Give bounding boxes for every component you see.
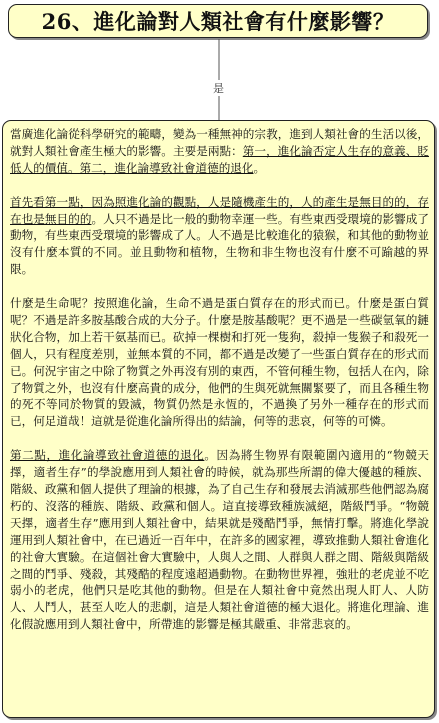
paragraph-4 xyxy=(10,447,429,633)
paragraph-1-text: 當廣進化論從科學研究的範疇，變為一種無神的宗教，進到人類社會的生活以後，就對人類社會產生極大的影響。主要是兩點： xyxy=(10,127,429,158)
paragraph-4-underlined: 第二點，進化論導致社會道德的退化 xyxy=(10,448,205,463)
answer-node xyxy=(2,120,435,718)
paragraph-1-end: 。 xyxy=(253,160,266,175)
paragraph-4-text: 。因為將生物界有限範圍內適用的“物競天擇，適者生存”的學說應用到人類社會的時候，就為那些所謂的偉大優越的種族、階級、政黨和個人提供了理論的根據，為了自己生存和發展去消滅那些他們認為腐朽的、沒落的種族、階級、政黨和個人。這直接導致種族滅絕，階級鬥爭。“物競天擇，適者生存”應用到人類社會中，結果就是殘酷鬥爭，無情打擊。將進化學說運用到人類社會中，在已過近一百年中，在許多的國家裡，導致推動人類社會進化的社會大實驗。在這個社會大實驗中，人與人之間、人群與人群之間、階級與階級之間的鬥爭、殘殺，其殘酷的程度遠超過動物。在動物世界裡，強壯的老虎並不吃弱小的老虎，他們只是吃其他的動物。但是在人類社會中竟然出現人盯人、人防人、人鬥人，甚至人吃人的悲劇，這是人類社會道德的極大退化。將進化理論、進化假說應用到人類社會中，所帶進的影響是極其嚴重、非常悲哀的。 xyxy=(10,448,429,632)
paragraph-1-underlined: 第一，進化論否定人生存的意義、貶低人的價值。第二，進化論導致社會道德的退化 xyxy=(10,143,429,175)
paragraph-1 xyxy=(10,126,429,177)
paragraph-2 xyxy=(10,194,429,279)
title-text: 26、進化論對人類社會有什麼影響？ xyxy=(41,9,395,34)
paragraph-3-text: 什麼是生命呢？按照進化論，生命不過是蛋白質存在的形式而已。什麼是蛋白質呢？不過是許多胺基酸合成的大分子。什麼是胺基酸呢？更不過是一些碳氫氧的鏈狀化合物，加上若干氨基而已。砍掉一棵樹和打死一隻狗，殺掉一隻猴子和殺死一個人，只有程度差別，並無本質的不同，都不過是改變了一些蛋白質存在的形式而已。何況宇宙之中除了物質之外再沒有別的東西，不管何種生物，包括人在內，除了物質之外，也沒有什麼高貴的成分，他們的生與死就無關緊要了，而且各種生物的死不等同於物質的毀滅，物質仍然是永恆的，不過換了另外一種存在的形式而已，何足道哉！這就是從進化論所得出的結論，何等的悲哀，何等的可憐。 xyxy=(10,296,429,429)
paragraph-2-underlined: 首先看第一點，因為照進化論的觀點，人是隨機產生的，人的產生是無目的的，存在也是無目的的 xyxy=(10,194,429,226)
paragraph-3 xyxy=(10,295,429,430)
connector-label: 是 xyxy=(213,82,224,95)
paragraph-2-text: 。人只不過是比一般的動物幸運一些。有些東西受環境的影響成了動物，有些東西受環境的影響成了人。人不過是比較進化的猿猴，和其他的動物並沒有什麼本質的不同。並且動物和植物，生物和非生物也沒有什麼不可踰越的界限。 xyxy=(10,211,429,277)
